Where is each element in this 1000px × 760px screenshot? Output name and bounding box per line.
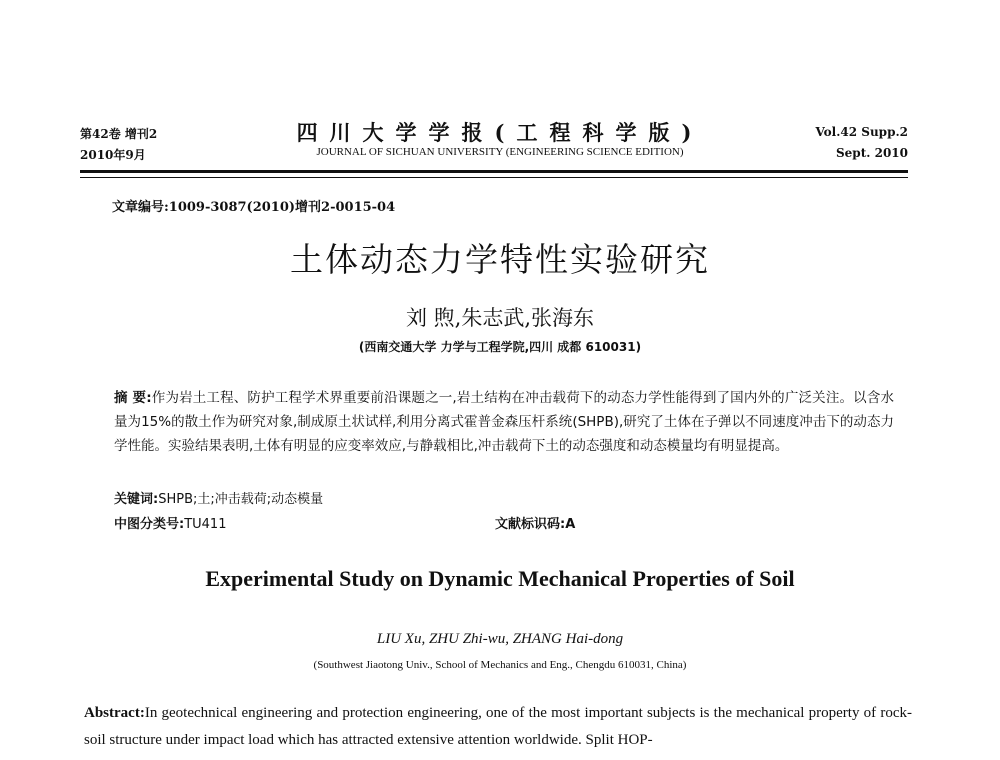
authors-cn: 刘 煦,朱志武,张海东: [405, 306, 595, 330]
journal-title-en: JOURNAL OF SICHUAN UNIVERSITY (ENGINEERING SCIENCE EDITION): [316, 146, 684, 158]
abstract-text-cn: 作为岩土工程、防护工程学术界重要前沿课题之一,岩土结构在冲击载荷下的动态力学性能得到了国内外的广泛关注。以含水量为15%的散土作为研究对象,制成原土状试样,利用分离式霍普金森压杆系统(SHPB),研究了土体在子弹以不同速度冲击下的动态力学性能。实验结果表明,土体有明显的应变率效应,与静载相比,冲击载荷下土的动态强度和动态模量均有明显提高。: [114, 390, 894, 454]
classification-label: 中图分类号:: [114, 517, 185, 532]
abstract-text-en: In geotechnical engineering and protection engineering, one of the most important subjects is the mechanical property of rock-soil structure under impact load which has attracted extensive attention worldwide. Split HOP-: [84, 705, 912, 748]
paper-title-en: Experimental Study on Dynamic Mechanical Properties of Soil: [205, 566, 795, 591]
keywords-cn: [114, 488, 323, 507]
header-rule-thick: [80, 170, 908, 173]
document-code-value: A: [565, 517, 576, 532]
article-number: 文章编号:1009-3087(2010)增刊2-0015-04: [112, 200, 396, 215]
authors-en: LIU Xu, ZHU Zhi-wu, ZHANG Hai-dong: [376, 631, 624, 647]
paper-title-cn: 土体动态力学特性实验研究: [290, 240, 710, 279]
classification-number: [114, 513, 226, 532]
document-code-label: 文献标识码:: [495, 517, 566, 532]
document-code: [495, 513, 575, 532]
volume-issue-en: Vol.42 Supp.2: [815, 125, 908, 139]
abstract-en: [84, 700, 912, 754]
affiliation-en: (Southwest Jiaotong Univ., School of Mechanics and Eng., Chengdu 610031, China): [313, 659, 687, 671]
keywords-text: SHPB;土;冲击载荷;动态模量: [158, 492, 324, 507]
journal-title-cn: 四川大学学报(工程科学版): [296, 120, 704, 145]
date-cn: 2010年9月: [80, 148, 146, 162]
abstract-cn: [114, 386, 894, 458]
abstract-label-en: Abstract:: [84, 705, 145, 721]
abstract-label-cn: 摘 要:: [114, 390, 152, 406]
header-rule-thin: [80, 177, 908, 178]
classification-value: TU411: [184, 517, 227, 532]
volume-issue-cn: 第42卷 增刊2: [80, 127, 158, 141]
date-en: Sept. 2010: [836, 146, 908, 160]
affiliation-cn: (西南交通大学 力学与工程学院,四川 成都 610031): [358, 340, 642, 354]
keywords-label: 关键词:: [114, 492, 159, 507]
